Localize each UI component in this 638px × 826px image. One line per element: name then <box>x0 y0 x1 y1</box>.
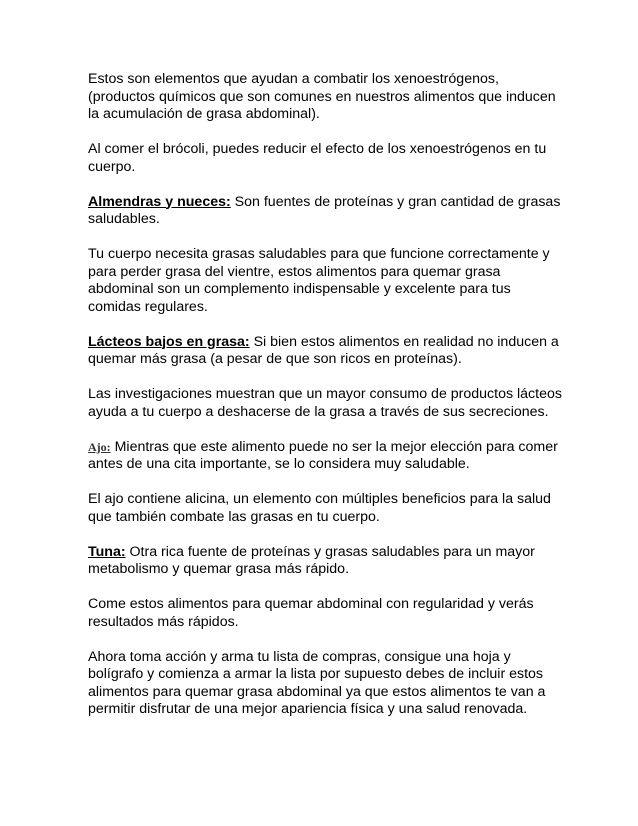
paragraph-xenoestrogenos <box>88 71 563 124</box>
heading-almendras-y-nueces: Almendras y nueces: <box>88 193 231 210</box>
paragraph-brocoli <box>88 141 563 176</box>
heading-lacteos-bajos-en-grasa: Lácteos bajos en grasa: <box>88 333 250 350</box>
paragraph-lacteos <box>88 334 563 369</box>
paragraph-text: Al comer el brócoli, puedes reducir el efecto de los xenoestrógenos en tu cuerpo. <box>88 141 547 175</box>
paragraph-text: Mientras que este alimento puede no ser la mejor elección para comer antes de una cita importante, se lo considera muy saludable. <box>88 438 558 472</box>
paragraph-lista-de-compras <box>88 649 563 719</box>
heading-ajo: Ajo: <box>88 439 111 454</box>
paragraph-text: El ajo contiene alicina, un elemento con múltiples beneficios para la salud que también combate las grasas en tu cuerpo. <box>88 491 551 525</box>
paragraph-regularidad <box>88 596 563 631</box>
paragraph-text: Estos son elementos que ayudan a combatir los xenoestrógenos, (productos químicos que son comunes en nuestros alimentos que inducen la acumulación de grasa abdominal). <box>88 71 556 122</box>
heading-tuna: Tuna: <box>88 543 126 560</box>
document-body <box>88 71 563 736</box>
paragraph-tuna <box>88 544 563 579</box>
paragraph-text: Come estos alimentos para quemar abdominal con regularidad y verás resultados más rápidos. <box>88 596 534 630</box>
paragraph-text: Otra rica fuente de proteínas y grasas saludables para un mayor metabolismo y quemar grasa más rápido. <box>88 543 535 577</box>
paragraph-grasas-saludables <box>88 246 563 316</box>
paragraph-text: Tu cuerpo necesita grasas saludables para que funcione correctamente y para perder grasa del vientre, estos alimentos para quemar grasa abdominal son un complemento indispensable y excelente para tus comidas regulares. <box>88 246 550 315</box>
paragraph-almendras <box>88 194 563 229</box>
paragraph-text: Ahora toma acción y arma tu lista de compras, consigue una hoja y bolígrafo y comienza a armar la lista por supuesto debes de incluir estos alimentos para quemar grasa abdominal ya que estos alimentos te van a permitir disfrutar de una mejor apariencia física y una salud renovada. <box>88 648 546 717</box>
paragraph-text: Son fuentes de proteínas y gran cantidad de grasas saludables. <box>88 193 561 227</box>
paragraph-text: Si bien estos alimentos en realidad no inducen a quemar más grasa (a pesar de que son ricos en proteínas). <box>88 333 559 367</box>
paragraph-text: Las investigaciones muestran que un mayor consumo de productos lácteos ayuda a tu cuerpo a deshacerse de la grasa a través de sus secreciones. <box>88 386 562 420</box>
paragraph-ajo <box>88 439 563 474</box>
paragraph-alicina <box>88 491 563 526</box>
paragraph-investigaciones <box>88 386 563 421</box>
